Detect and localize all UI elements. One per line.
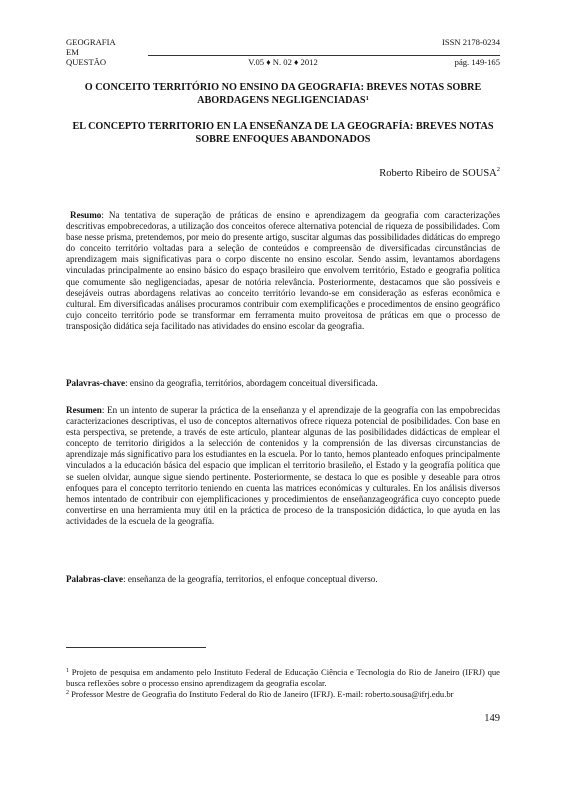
author-name: Roberto Ribeiro de SOUSA [379,168,497,179]
page-number: 149 [484,713,500,724]
page-range: pág. 149-165 [454,57,500,67]
footnote-1-number: 1 [66,668,69,674]
header-rule [148,55,500,56]
abstract-spanish [66,405,500,527]
title-portuguese-text: O CONCEITO TERRITÓRIO NO ENSINO DA GEOGRAFIA: BREVES NOTAS SOBRE ABORDAGENS NEGLIGENCIADAS [84,82,482,106]
footnote-1 [66,667,500,688]
footnote-1-text: Projeto de pesquisa em andamento pelo Instituto Federal de Educação Ciência e Tecnologia do Rio de Janeiro (IFRJ) que busca reflexões sobre o processo ensino aprendizagem da geografia escolar. [66,667,500,688]
abstract-portuguese [66,210,500,332]
abstract-spanish-text: : En un intento de superar la práctica de la enseñanza y el aprendizaje de la geografía con las empobrecidas caracterizaciones descriptivas, el uso de conceptos alternativos ofrece riqueza potencial de posibilidades. Con base en esta perspectiva, se pretende, a través de este artículo, plantear algunas de las posibilidades didácticas de emplear el concepto de territorio dirigidos a la selección de contenidos y la comprensión de las diversas circunstancias de aprendizaje más significativo para los estudiantes en la escuela. Por lo tanto, hemos planteado enfoques principalmente vinculados a la educación básica del espacio que implican el territorio brasileño, el Estado y la geografía política que se suelen olvidar, aunque sigue siendo pertinente. Posteriormente, se destaca lo que es posible y deseable para otros enfoques para el concepto territorio teniendo en cuenta las matrices económicas y culturales. En los análisis diversos hemos intentado de contribuir con ejemplificaciones y procedimientos de enseñanzageográfica cuyo concepto puede convertirse en una herramienta muy útil en la práctica de proceso de la transposición didáctica, lo que ayuda en las actividades de la escuela de la geografía. [66,405,500,526]
footnote-2 [66,689,500,700]
title-footnote-ref[interactable]: 1 [365,94,369,102]
title-spanish: EL CONCEPTO TERRITORIO EN LA ENSEÑANZA DE LA GEOGRAFÍA: BREVES NOTAS SOBRE ENFOQUES ABANDONADOS [72,121,494,145]
abstract-portuguese-label: Resumo [70,210,102,220]
running-header-line-1 [66,37,500,47]
keywords-portuguese-label: Palavras-chave [66,378,126,388]
footnote-2-text: Professor Mestre de Geografia do Instituto Federal do Rio de Janeiro (IFRJ). E-mail: roberto.sousa@ifrj.edu.br [69,689,454,699]
title-portuguese [66,82,500,107]
running-header-line-2 [66,47,500,57]
journal-name-part-1: GEOGRAFIA [66,37,116,47]
issn: ISSN 2178-0234 [441,37,500,47]
keywords-spanish [66,574,500,585]
running-header-line-3 [66,57,500,67]
keywords-portuguese [66,378,500,389]
keywords-spanish-label: Palabras-clave [66,574,124,584]
keywords-spanish-text: : enseñanza de la geografía, territorios, el enfoque conceptual diverso. [123,574,378,584]
volume-info: V.05 ♦ N. 02 ♦ 2012 [248,57,318,67]
abstract-portuguese-text: : Na tentativa de superação de práticas de ensino e aprendizagem da geografia com caracterizações descritivas empobrecedoras, a utilização dos conceitos oferece alternativa potencial de riqueza de possibilidades. Com base nesse prisma, pretendemos, por meio do presente artigo, suscitar algumas das possibilidades didáticas do emprego do conceito território voltadas para a seleção de conteúdos e compreensão de diversificadas circunstâncias de aprendizagem mais significativas para o corpo discente no ensino escolar. Sendo assim, levantamos abordagens vinculadas principalmente ao ensino básico do espaço brasileiro que envolvem território, Estado e geografia política que comumente são negligenciadas, apesar de notória relevância. Posteriormente, destacamos que são possíveis e desejáveis outras abordagens relativas ao conceito território levando-se em consideração as esferas econômica e cultural. Em diversificadas análises procuramos contribuir com exemplificações e procedimentos de ensino geográfico cujo conceito território pode se transformar em ferramenta muito proveitosa de práticas em que o processo de transposição didática seja facilitado nas atividades do ensino escolar da geografia. [66,210,500,331]
keywords-portuguese-text: : ensino da geografia, territórios, abordagem conceitual diversificada. [125,378,378,388]
author [379,168,500,179]
journal-name-part-3: QUESTÃO [66,57,107,67]
footnote-separator [66,647,206,648]
footnote-2-number: 2 [66,690,69,696]
abstract-spanish-label: Resumen [66,405,102,415]
journal-name-part-2: EM [66,47,79,57]
author-footnote-ref[interactable]: 2 [496,166,500,173]
